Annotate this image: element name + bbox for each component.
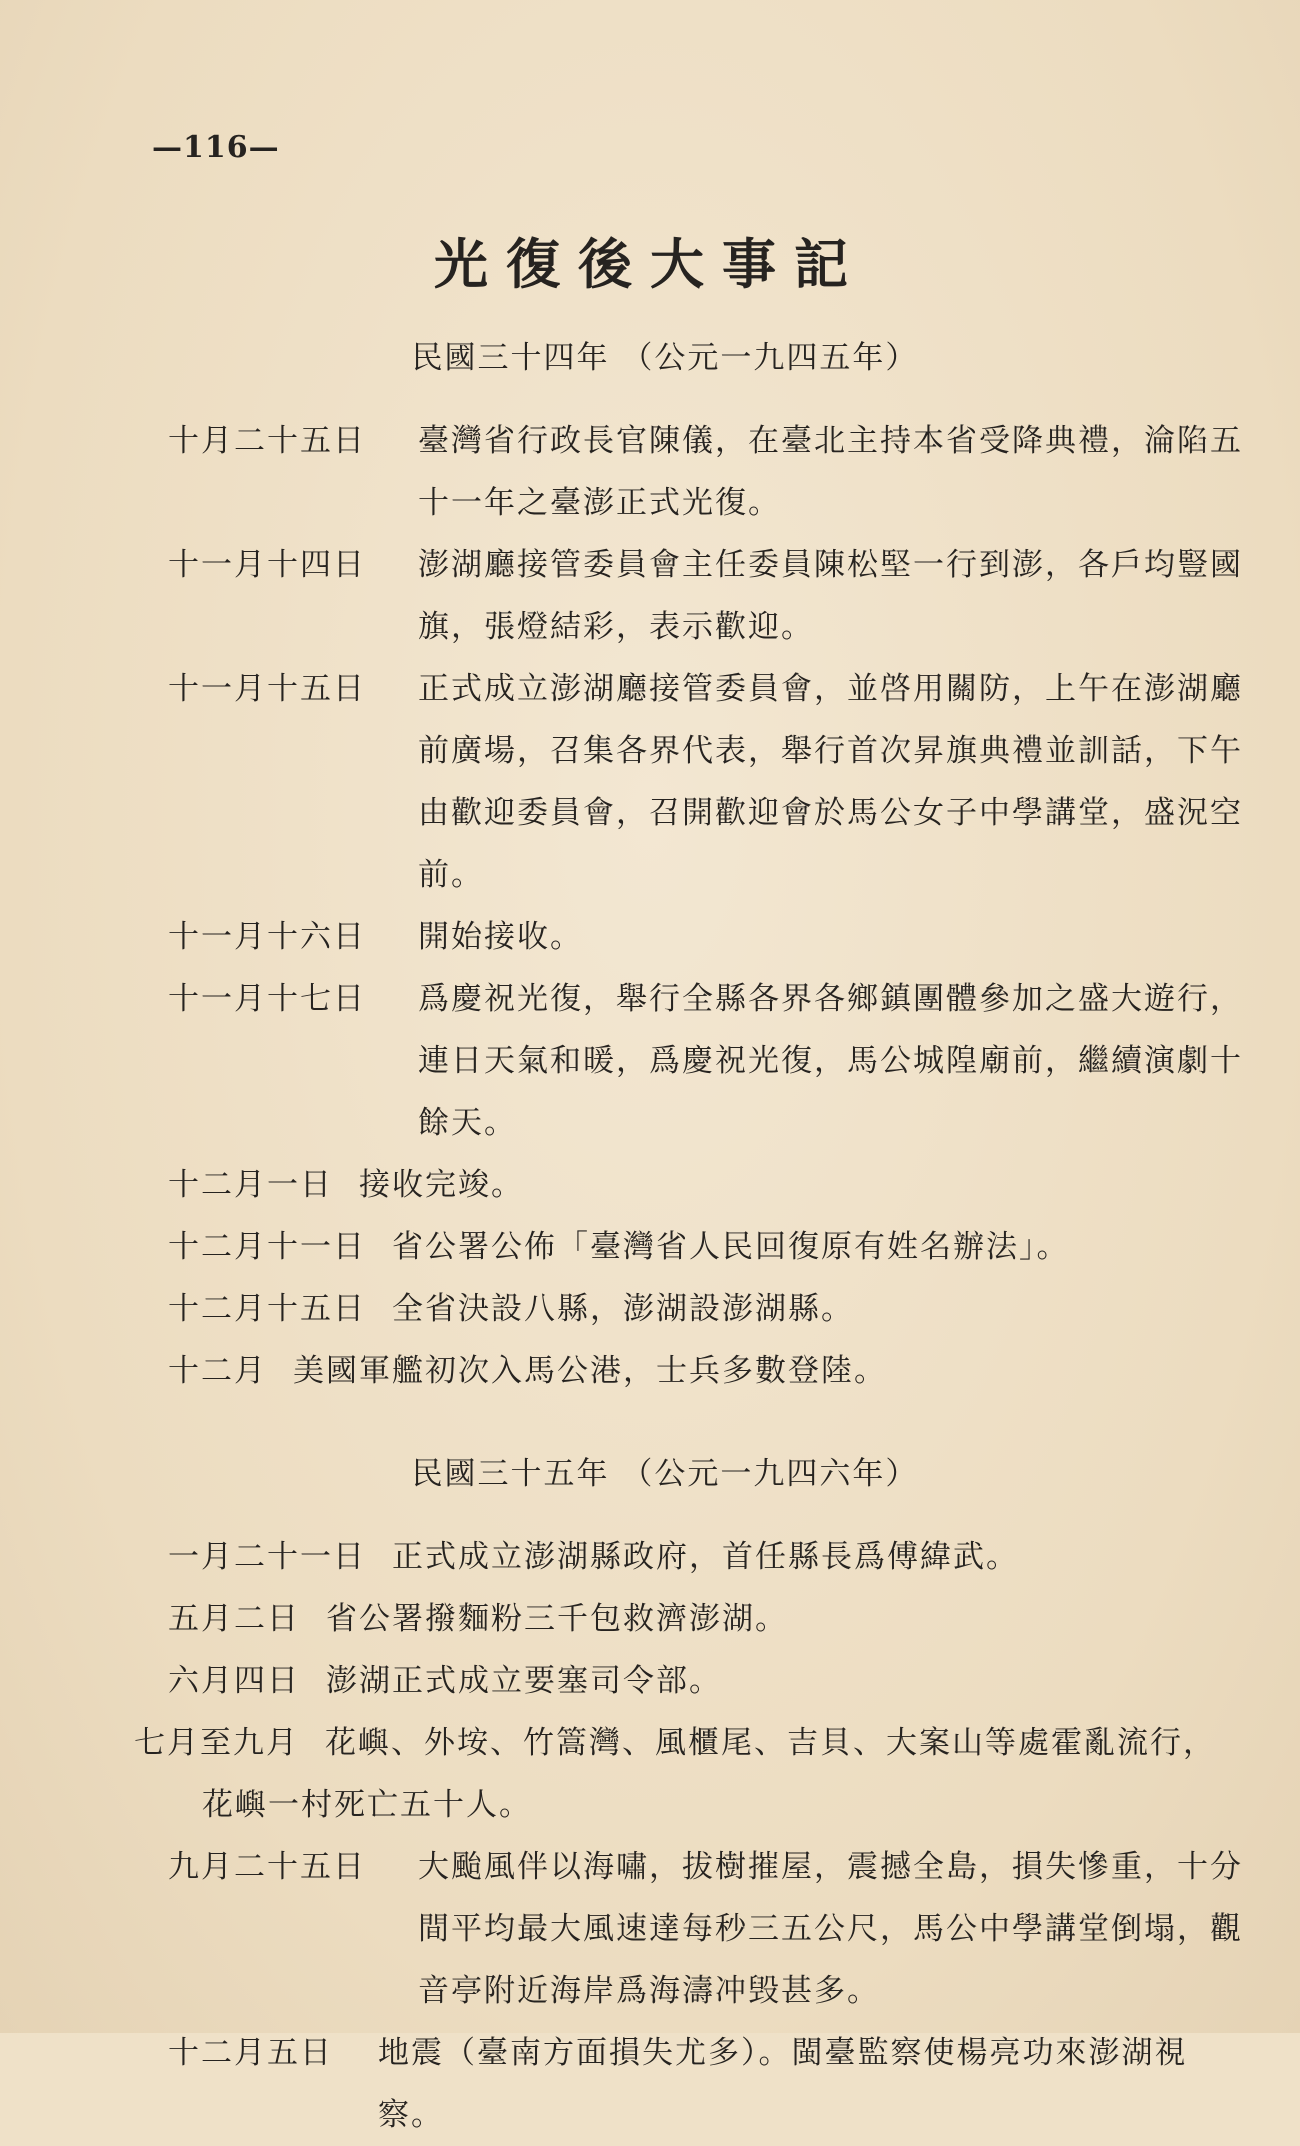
event-entry xyxy=(168,1588,1248,1650)
event-entry xyxy=(168,1526,1248,1588)
event-entry xyxy=(168,1278,1248,1340)
year-heading-1945: 民國三十四年 （公元一九四五年） xyxy=(411,340,919,376)
event-text: 澎湖廳接管委員會主任委員陳松堅一行到澎，各戶均豎國旗，張燈結彩，表示歡迎。 xyxy=(418,547,1243,645)
event-text: 省公署公佈「臺灣省人民回復原有姓名辦法」。 xyxy=(392,1229,1070,1265)
event-entry xyxy=(168,1216,1248,1278)
event-text: 美國軍艦初次入馬公港，士兵多數登陸。 xyxy=(293,1353,887,1389)
event-entry xyxy=(168,906,1248,968)
event-date: 十二月五日 xyxy=(168,2035,333,2071)
event-entry xyxy=(168,968,1248,1154)
event-date: 十二月一日 xyxy=(168,1167,333,1203)
event-date: 十一月十六日 xyxy=(168,919,366,955)
event-entry xyxy=(134,1712,1248,1836)
event-text: 正式成立澎湖縣政府，首任縣長爲傅緯武。 xyxy=(392,1539,1019,1575)
event-text: 全省決設八縣，澎湖設澎湖縣。 xyxy=(392,1291,854,1327)
event-date: 六月四日 xyxy=(168,1663,300,1699)
event-date: 十二月 xyxy=(168,1353,267,1389)
event-date: 十二月十五日 xyxy=(168,1291,366,1327)
event-entry xyxy=(168,1836,1248,2022)
event-text: 接收完竣。 xyxy=(359,1167,524,1203)
year-heading-1946: 民國三十五年 （公元一九四六年） xyxy=(411,1456,919,1492)
event-text: 花嶼、外垵、竹篙灣、風櫃尾、吉貝、大案山等處霍亂流行，花嶼一村死亡五十人。 xyxy=(202,1725,1216,1823)
event-entry xyxy=(168,1154,1248,1216)
event-text: 大颱風伴以海嘯，拔樹摧屋，震撼全島，損失慘重，十分間平均最大風速達每秒三五公尺，馬公中學講堂倒塌，觀音亭附近海岸爲海濤冲毁甚多。 xyxy=(418,1849,1243,2009)
event-text: 正式成立澎湖廳接管委員會，並啓用關防，上午在澎湖廳前廣場，召集各界代表，舉行首次昇旗典禮並訓話，下午由歡迎委員會，召開歡迎會於馬公女子中學講堂，盛況空前。 xyxy=(418,671,1243,893)
event-text: 澎湖正式成立要塞司令部。 xyxy=(326,1663,722,1699)
event-text: 爲慶祝光復，舉行全縣各界各鄉鎮團體參加之盛大遊行，連日天氣和暖，爲慶祝光復，馬公城隍廟前，繼續演劇十餘天。 xyxy=(418,981,1243,1141)
event-entry xyxy=(168,658,1248,906)
page-number: —116— xyxy=(152,130,280,165)
event-date: 七月至九月 xyxy=(134,1725,299,1761)
page-title: 光復後大事記 xyxy=(434,232,866,296)
event-date: 十一月十七日 xyxy=(168,981,366,1017)
event-date: 一月二十一日 xyxy=(168,1539,366,1575)
event-text: 省公署撥麵粉三千包救濟澎湖。 xyxy=(326,1601,788,1637)
event-entry xyxy=(168,410,1248,534)
event-text: 開始接收。 xyxy=(418,919,583,955)
event-text: 臺灣省行政長官陳儀，在臺北主持本省受降典禮，淪陷五十一年之臺澎正式光復。 xyxy=(418,423,1243,521)
event-entry xyxy=(168,1340,1248,1402)
event-date: 十二月十一日 xyxy=(168,1229,366,1265)
event-date: 五月二日 xyxy=(168,1601,300,1637)
event-entry xyxy=(168,534,1248,658)
event-date: 九月二十五日 xyxy=(168,1849,366,1885)
event-text: 地震（臺南方面損失尤多）。閩臺監察使楊亮功來澎湖視察。 xyxy=(378,2035,1188,2133)
event-date: 十一月十四日 xyxy=(168,547,366,583)
event-entry xyxy=(168,1650,1248,1712)
event-entry xyxy=(168,2022,1248,2146)
event-date: 十月二十五日 xyxy=(168,423,366,459)
event-date: 十一月十五日 xyxy=(168,671,366,707)
